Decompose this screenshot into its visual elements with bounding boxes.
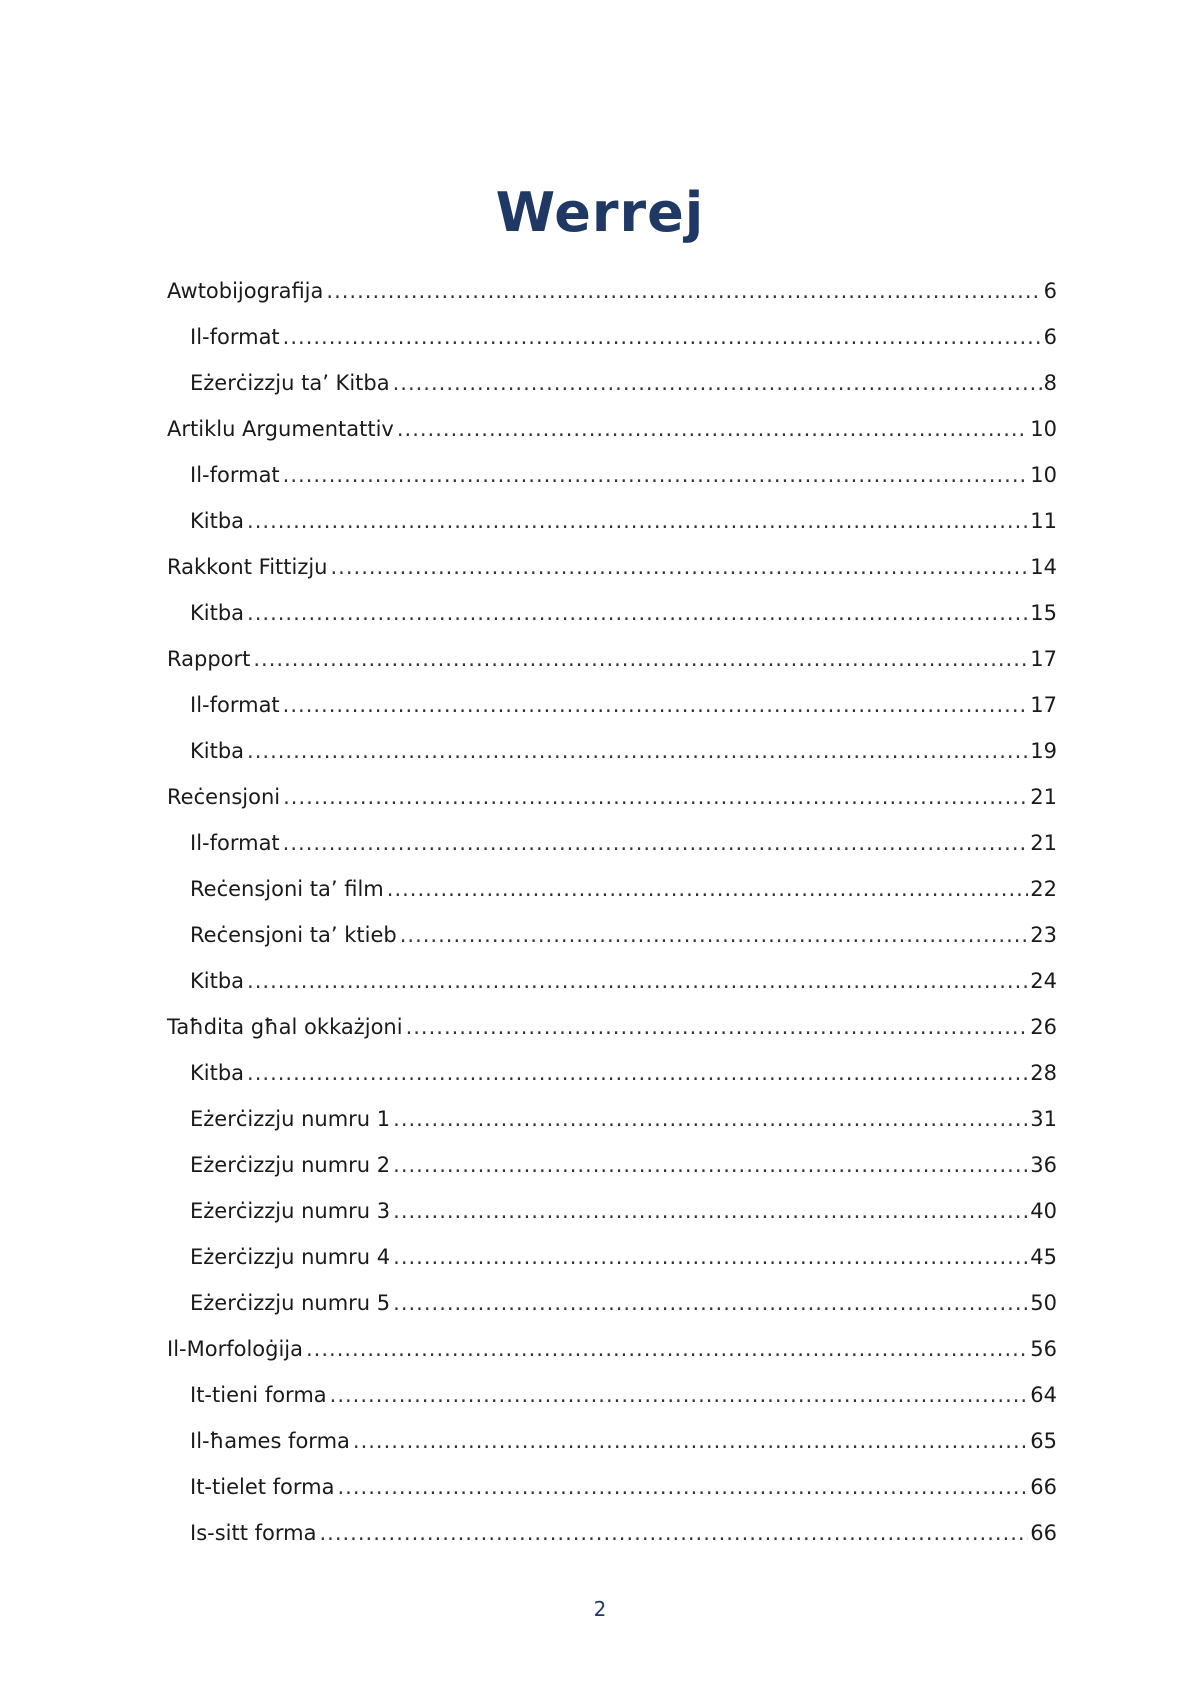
toc-entry[interactable] xyxy=(167,268,1057,314)
toc-entry-label: Il-format xyxy=(190,831,280,855)
toc-dot-leader xyxy=(283,774,1028,820)
toc-entry[interactable] xyxy=(167,1234,1057,1280)
toc-entry-label: Eżerċizzju numru 3 xyxy=(190,1199,391,1223)
toc-entry-label: Il-Morfoloġija xyxy=(167,1337,303,1361)
toc-entry[interactable] xyxy=(167,498,1057,544)
toc-entry-page-number: 50 xyxy=(1030,1291,1057,1315)
toc-entry-page-number: 21 xyxy=(1030,831,1057,855)
toc-entry[interactable] xyxy=(167,636,1057,682)
toc-entry-label: Rakkont Fittizju xyxy=(167,555,328,579)
toc-entry[interactable] xyxy=(167,728,1057,774)
toc-entry-label: Rapport xyxy=(167,647,251,671)
toc-entry-page-number: 64 xyxy=(1030,1383,1057,1407)
toc-entry-label: Is-sitt forma xyxy=(190,1521,317,1545)
toc-entry[interactable] xyxy=(167,1188,1057,1234)
toc-entry[interactable] xyxy=(167,452,1057,498)
toc-entry-page-number: 36 xyxy=(1030,1153,1057,1177)
toc-entry-page-number: 65 xyxy=(1030,1429,1057,1453)
toc-dot-leader xyxy=(247,958,1028,1004)
toc-entry-page-number: 22 xyxy=(1030,877,1057,901)
toc-dot-leader xyxy=(306,1326,1028,1372)
toc-entry-page-number: 19 xyxy=(1030,739,1057,763)
toc-entry-label: Eżerċizzju numru 4 xyxy=(190,1245,391,1269)
table-of-contents xyxy=(167,268,1057,1556)
toc-entry-page-number: 23 xyxy=(1030,923,1057,947)
toc-dot-leader xyxy=(326,268,1041,314)
toc-entry-label: Taħdita għal okkażjoni xyxy=(167,1015,403,1039)
toc-dot-leader xyxy=(247,590,1028,636)
toc-entry[interactable] xyxy=(167,774,1057,820)
toc-entry-label: Reċensjoni xyxy=(167,785,281,809)
toc-entry-label: Awtobijografija xyxy=(167,279,324,303)
toc-entry-page-number: 56 xyxy=(1030,1337,1057,1361)
toc-entry[interactable] xyxy=(167,1096,1057,1142)
toc-dot-leader xyxy=(247,728,1028,774)
toc-entry[interactable] xyxy=(167,1418,1057,1464)
toc-entry-label: Artiklu Argumentattiv xyxy=(167,417,394,441)
toc-entry[interactable] xyxy=(167,1142,1057,1188)
toc-dot-leader xyxy=(283,820,1029,866)
toc-entry[interactable] xyxy=(167,820,1057,866)
toc-entry-label: It-tielet forma xyxy=(190,1475,335,1499)
toc-dot-leader xyxy=(393,1096,1028,1142)
toc-entry[interactable] xyxy=(167,682,1057,728)
toc-entry[interactable] xyxy=(167,544,1057,590)
toc-entry[interactable] xyxy=(167,1004,1057,1050)
toc-dot-leader xyxy=(387,866,1029,912)
toc-entry[interactable] xyxy=(167,406,1057,452)
toc-entry-label: Kitba xyxy=(190,601,245,625)
toc-entry-label: Eżerċizzju numru 2 xyxy=(190,1153,391,1177)
toc-entry-page-number: 45 xyxy=(1030,1245,1057,1269)
toc-entry-page-number: 11 xyxy=(1030,509,1057,533)
toc-dot-leader xyxy=(393,1234,1028,1280)
toc-entry-label: Eżerċizzju ta’ Kitba xyxy=(190,371,390,395)
toc-dot-leader xyxy=(283,452,1029,498)
toc-dot-leader xyxy=(283,314,1042,360)
toc-dot-leader xyxy=(393,1142,1028,1188)
page-title: Werrej xyxy=(495,181,705,245)
toc-dot-leader xyxy=(393,360,1042,406)
toc-dot-leader xyxy=(393,1188,1028,1234)
toc-entry-label: Il-format xyxy=(190,693,280,717)
toc-entry-label: Eżerċizzju numru 1 xyxy=(190,1107,391,1131)
toc-entry[interactable] xyxy=(167,866,1057,912)
toc-entry-page-number: 17 xyxy=(1030,647,1057,671)
toc-entry-label: Il-ħames forma xyxy=(190,1429,350,1453)
toc-entry-page-number: 40 xyxy=(1030,1199,1057,1223)
toc-entry-page-number: 17 xyxy=(1030,693,1057,717)
page-number: 2 xyxy=(593,1597,607,1621)
toc-entry-page-number: 10 xyxy=(1030,417,1057,441)
toc-entry-page-number: 8 xyxy=(1043,371,1057,395)
toc-dot-leader xyxy=(247,498,1028,544)
toc-entry[interactable] xyxy=(167,912,1057,958)
toc-entry[interactable] xyxy=(167,1372,1057,1418)
toc-entry-page-number: 10 xyxy=(1030,463,1057,487)
toc-entry[interactable] xyxy=(167,1464,1057,1510)
toc-entry-label: Eżerċizzju numru 5 xyxy=(190,1291,391,1315)
toc-entry-label: Il-format xyxy=(190,463,280,487)
toc-entry-page-number: 28 xyxy=(1030,1061,1057,1085)
toc-dot-leader xyxy=(353,1418,1028,1464)
toc-dot-leader xyxy=(247,1050,1028,1096)
toc-dot-leader xyxy=(319,1510,1028,1556)
toc-dot-leader xyxy=(331,544,1029,590)
toc-dot-leader xyxy=(406,1004,1029,1050)
toc-entry[interactable] xyxy=(167,958,1057,1004)
toc-entry-label: Reċensjoni ta’ ktieb xyxy=(190,923,397,947)
toc-entry[interactable] xyxy=(167,1326,1057,1372)
toc-entry[interactable] xyxy=(167,1050,1057,1096)
toc-dot-leader xyxy=(283,682,1029,728)
toc-entry-page-number: 66 xyxy=(1030,1521,1057,1545)
toc-entry[interactable] xyxy=(167,590,1057,636)
toc-entry[interactable] xyxy=(167,1280,1057,1326)
toc-dot-leader xyxy=(400,912,1029,958)
toc-entry-page-number: 6 xyxy=(1043,279,1057,303)
toc-entry-page-number: 14 xyxy=(1030,555,1057,579)
toc-dot-leader xyxy=(253,636,1028,682)
toc-entry-label: Reċensjoni ta’ film xyxy=(190,877,384,901)
toc-entry-label: Kitba xyxy=(190,1061,245,1085)
toc-entry-page-number: 66 xyxy=(1030,1475,1057,1499)
toc-entry-label: Kitba xyxy=(190,509,245,533)
toc-entry[interactable] xyxy=(167,1510,1057,1556)
toc-entry-page-number: 6 xyxy=(1043,325,1057,349)
toc-dot-leader xyxy=(397,406,1028,452)
toc-entry[interactable] xyxy=(167,314,1057,360)
toc-entry-label: Kitba xyxy=(190,739,245,763)
toc-entry-label: Il-format xyxy=(190,325,280,349)
toc-entry-label: It-tieni forma xyxy=(190,1383,327,1407)
toc-entry-page-number: 24 xyxy=(1030,969,1057,993)
toc-entry-page-number: 26 xyxy=(1030,1015,1057,1039)
toc-entry-page-number: 31 xyxy=(1030,1107,1057,1131)
toc-entry-page-number: 21 xyxy=(1030,785,1057,809)
toc-entry[interactable] xyxy=(167,360,1057,406)
toc-dot-leader xyxy=(393,1280,1028,1326)
toc-dot-leader xyxy=(338,1464,1029,1510)
toc-entry-page-number: 15 xyxy=(1030,601,1057,625)
toc-dot-leader xyxy=(330,1372,1029,1418)
toc-entry-label: Kitba xyxy=(190,969,245,993)
